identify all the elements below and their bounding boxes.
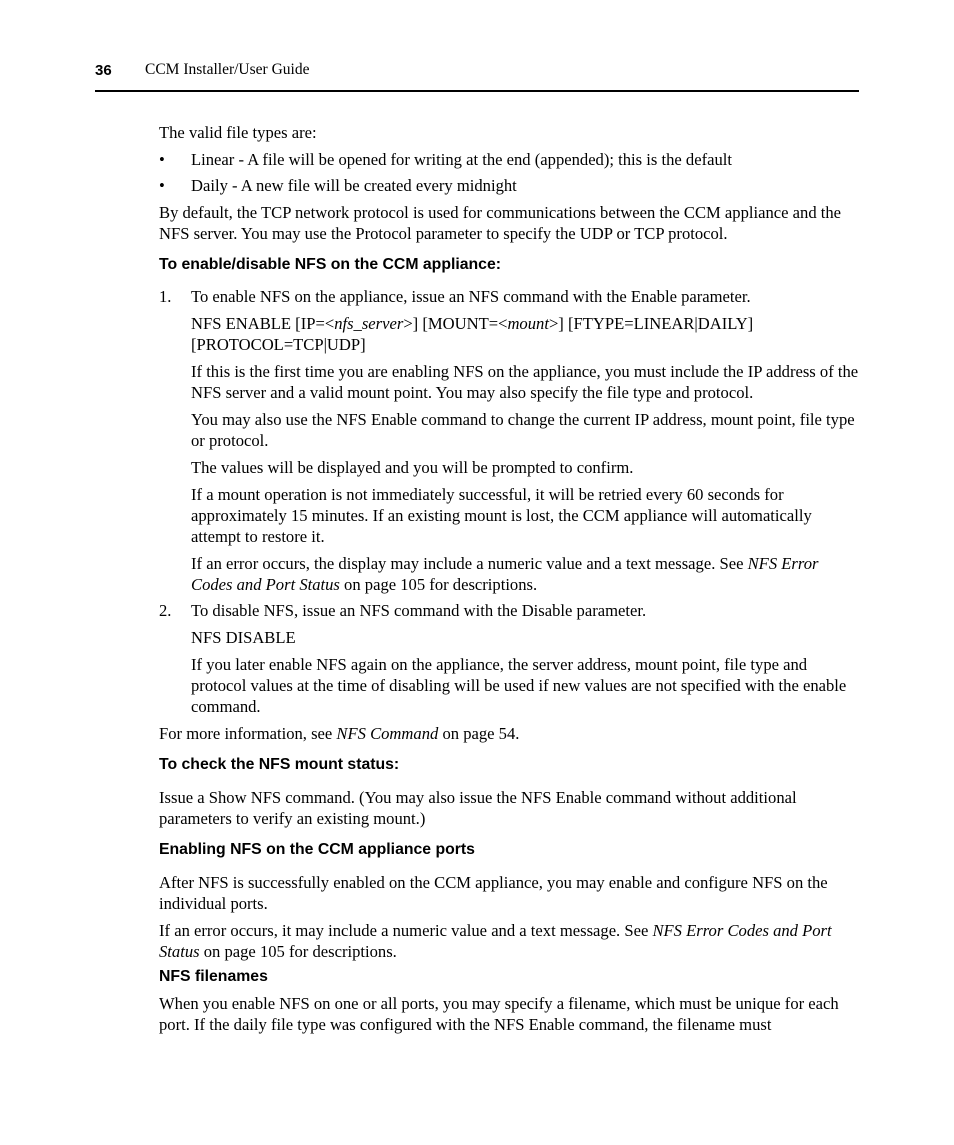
step-paragraph: If this is the first time you are enabling NFS on the appliance, you must include the IP address of the NFS server and a valid mount point. You may also specify the file type and protocol. <box>191 362 859 402</box>
page-content <box>159 122 859 1035</box>
section-heading-enabling-ports: Enabling NFS on the CCM appliance ports <box>159 841 475 858</box>
cross-reference-link[interactable]: NFS Error Codes and Port Status <box>159 921 832 961</box>
step-enable <box>159 286 859 595</box>
ports-paragraph: After NFS is successfully enabled on the CCM appliance, you may enable and configure NFS on the individual ports. <box>159 873 828 913</box>
command-syntax: NFS DISABLE <box>191 628 296 647</box>
ports-error-paragraph: If an error occurs, it may include a numeric value and a text message. See NFS Error Codes and Port Status on page 105 for descriptions. <box>159 921 832 961</box>
step-text: To enable NFS on the appliance, issue an NFS command with the Enable parameter. <box>191 287 751 306</box>
list-item-text: Daily - A new file will be created every midnight <box>191 176 517 195</box>
step-number: 1. <box>159 287 172 306</box>
file-types-intro: The valid file types are: <box>159 123 317 142</box>
step-paragraph: You may also use the NFS Enable command to change the current IP address, mount point, file type or protocol. <box>191 410 855 450</box>
more-info-paragraph: For more information, see NFS Command on page 54. <box>159 724 520 743</box>
filenames-paragraph: When you enable NFS on one or all ports, you may specify a filename, which must be unique for each port. If the daily file type was configured with the NFS Enable command, the filename must <box>159 994 839 1034</box>
protocol-paragraph: By default, the TCP network protocol is used for communications between the CCM appliance and the NFS server. You may use the Protocol parameter to specify the UDP or TCP protocol. <box>159 203 842 243</box>
cross-reference-link[interactable]: NFS Error Codes and Port Status <box>191 554 819 594</box>
section-heading-filenames: NFS filenames <box>159 968 268 985</box>
var-nfs-server: nfs_server <box>334 314 404 333</box>
var-mount: mount <box>507 314 549 333</box>
section-heading-check-status: To check the NFS mount status: <box>159 756 400 773</box>
step-paragraph: If a mount operation is not immediately successful, it will be retried every 60 seconds for approximately 15 minutes. If an existing mount is lost, the CCM appliance will automatically attempt to restore it. <box>191 485 812 546</box>
check-status-paragraph: Issue a Show NFS command. (You may also issue the NFS Enable command without additional parameters to verify an existing mount.) <box>159 788 797 828</box>
list-item <box>159 149 859 170</box>
step-paragraph: If you later enable NFS again on the appliance, the server address, mount point, file type and protocol values at the time of disabling will be used if new values are not specified with the enable command. <box>191 655 847 716</box>
steps-list <box>159 286 859 717</box>
page-header <box>95 58 859 92</box>
step-paragraph: The values will be displayed and you will be prompted to confirm. <box>191 458 634 477</box>
page-number: 36 <box>95 62 112 79</box>
section-heading-enable-disable: To enable/disable NFS on the CCM appliance: <box>159 256 502 273</box>
step-paragraph: If an error occurs, the display may include a numeric value and a text message. See NFS Error Codes and Port Status on page 105 for descriptions. <box>191 554 819 594</box>
command-syntax: NFS ENABLE [IP=<nfs_server>] [MOUNT=<mount>] [FTYPE=LINEAR|DAILY] [PROTOCOL=TCP|UDP] <box>191 314 754 354</box>
file-types-list <box>159 149 859 196</box>
bullet-mark: • <box>159 150 165 169</box>
step-text: To disable NFS, issue an NFS command with the Disable parameter. <box>191 601 647 620</box>
cross-reference-link[interactable]: NFS Command <box>336 724 439 743</box>
bullet-mark: • <box>159 176 165 195</box>
document-title: CCM Installer/User Guide <box>145 61 310 78</box>
list-item <box>159 175 859 196</box>
step-number: 2. <box>159 601 172 620</box>
step-disable <box>159 600 859 717</box>
list-item-text: Linear - A file will be opened for writing at the end (appended); this is the default <box>191 150 732 169</box>
